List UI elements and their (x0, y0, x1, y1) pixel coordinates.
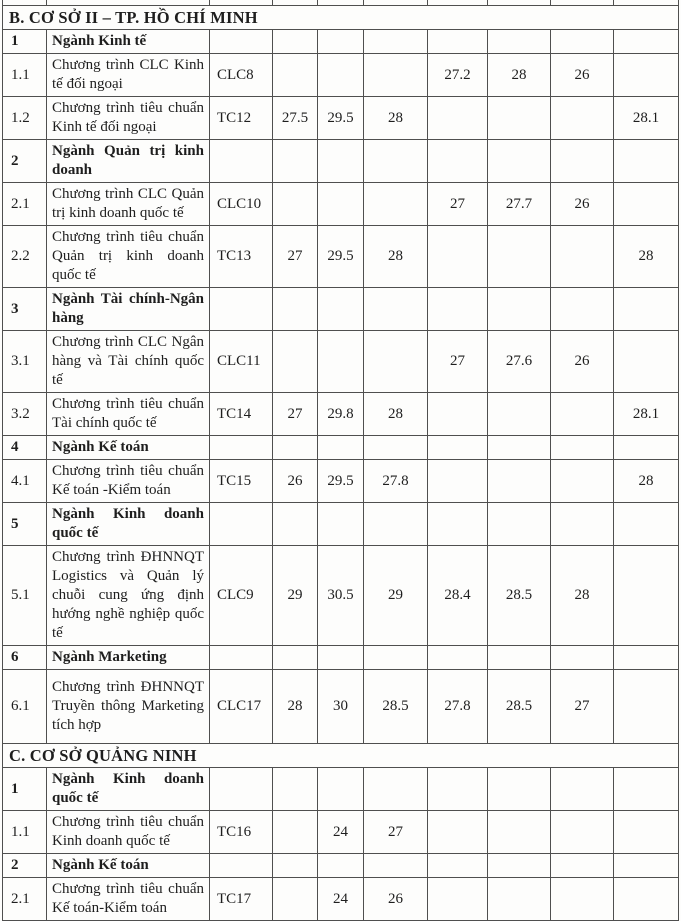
score-cell (428, 97, 488, 140)
program-code-cell: CLC10 (210, 183, 273, 226)
score-cell: 27.7 (488, 183, 551, 226)
score-cell (551, 436, 614, 460)
index-cell: 6.1 (3, 670, 47, 744)
index-cell: 1.2 (3, 97, 47, 140)
major-group-row (3, 768, 679, 811)
score-cell (428, 811, 488, 854)
score-cell (364, 331, 428, 393)
index-cell: 2 (3, 140, 47, 183)
score-cell: 28 (551, 546, 614, 646)
score-cell: 27 (273, 393, 318, 436)
program-row (3, 670, 679, 744)
score-cell (273, 646, 318, 670)
score-cell (614, 288, 679, 331)
score-cell (551, 140, 614, 183)
score-cell (551, 768, 614, 811)
index-cell: 3.1 (3, 331, 47, 393)
score-cell: 29.5 (318, 97, 364, 140)
score-cell: 26 (273, 460, 318, 503)
score-cell (318, 54, 364, 97)
program-code-cell: CLC17 (210, 670, 273, 744)
score-cell (428, 393, 488, 436)
score-cell (273, 854, 318, 878)
score-cell (614, 811, 679, 854)
score-cell (364, 140, 428, 183)
major-group-row (3, 646, 679, 670)
score-cell: 28.1 (614, 393, 679, 436)
score-cell (273, 30, 318, 54)
score-cell: 28 (364, 393, 428, 436)
program-code-cell (210, 854, 273, 878)
program-row (3, 811, 679, 854)
index-cell: 4 (3, 436, 47, 460)
program-code-cell (210, 436, 273, 460)
program-name-cell: Chương trình CLC Quản trị kinh doanh quốc tế (47, 183, 210, 226)
score-cell: 28 (364, 226, 428, 288)
score-cell: 28.5 (364, 670, 428, 744)
score-cell (488, 854, 551, 878)
score-cell: 27 (551, 670, 614, 744)
score-cell (273, 436, 318, 460)
score-cell (551, 811, 614, 854)
score-cell (428, 140, 488, 183)
score-cell (364, 436, 428, 460)
score-cell (364, 854, 428, 878)
score-cell: 29.5 (318, 226, 364, 288)
program-name-cell: Chương trình ĐHNNQT Truyền thông Marketing tích hợp (47, 670, 210, 744)
score-cell: 30 (318, 670, 364, 744)
score-cell (318, 30, 364, 54)
score-cell (273, 768, 318, 811)
score-cell: 30.5 (318, 546, 364, 646)
score-cell (318, 503, 364, 546)
admission-scores-table (2, 0, 679, 921)
score-cell (488, 503, 551, 546)
score-cell (428, 646, 488, 670)
program-name-cell: Chương trình tiêu chuẩn Kinh doanh quốc tế (47, 811, 210, 854)
score-cell (428, 503, 488, 546)
program-code-cell: TC17 (210, 878, 273, 921)
score-cell: 29 (364, 546, 428, 646)
program-code-cell: TC12 (210, 97, 273, 140)
score-cell (488, 768, 551, 811)
score-cell (273, 54, 318, 97)
program-code-cell (210, 768, 273, 811)
major-name-cell: Ngành Kinh tế (47, 30, 210, 54)
program-code-cell (210, 140, 273, 183)
program-name-cell: Chương trình CLC Ngân hàng và Tài chính quốc tế (47, 331, 210, 393)
score-cell: 27 (273, 226, 318, 288)
score-cell: 28 (273, 670, 318, 744)
program-row (3, 331, 679, 393)
score-cell: 26 (551, 54, 614, 97)
score-cell: 29 (273, 546, 318, 646)
major-name-cell: Ngành Marketing (47, 646, 210, 670)
score-cell (488, 30, 551, 54)
score-cell (428, 460, 488, 503)
score-cell (273, 331, 318, 393)
program-name-cell: Chương trình tiêu chuẩn Kinh tế đối ngoại (47, 97, 210, 140)
program-name-cell: Chương trình CLC Kinh tế đối ngoại (47, 54, 210, 97)
score-cell: 27.6 (488, 331, 551, 393)
index-cell: 5 (3, 503, 47, 546)
major-group-row (3, 854, 679, 878)
score-cell (488, 811, 551, 854)
score-cell (551, 503, 614, 546)
score-cell (488, 97, 551, 140)
score-cell: 24 (318, 811, 364, 854)
major-group-row (3, 140, 679, 183)
major-group-row (3, 30, 679, 54)
score-cell (318, 768, 364, 811)
score-cell (614, 30, 679, 54)
score-cell (428, 436, 488, 460)
score-cell (488, 288, 551, 331)
program-code-cell: CLC8 (210, 54, 273, 97)
score-cell (428, 878, 488, 921)
score-cell (614, 878, 679, 921)
score-cell (318, 854, 364, 878)
score-cell: 28.5 (488, 546, 551, 646)
score-cell (318, 288, 364, 331)
score-cell (364, 288, 428, 331)
score-cell (428, 30, 488, 54)
score-cell (273, 288, 318, 331)
major-name-cell: Ngành Kinh doanh quốc tế (47, 768, 210, 811)
score-cell (488, 226, 551, 288)
program-code-cell: TC15 (210, 460, 273, 503)
index-cell: 1 (3, 30, 47, 54)
score-cell (614, 854, 679, 878)
score-cell (318, 436, 364, 460)
score-cell: 29.5 (318, 460, 364, 503)
score-cell: 27 (364, 811, 428, 854)
score-cell (364, 646, 428, 670)
score-cell: 27.8 (364, 460, 428, 503)
score-cell (428, 226, 488, 288)
score-cell (488, 393, 551, 436)
index-cell: 3.2 (3, 393, 47, 436)
score-cell (488, 878, 551, 921)
score-cell (551, 878, 614, 921)
program-row (3, 97, 679, 140)
score-cell: 27.2 (428, 54, 488, 97)
score-cell (614, 646, 679, 670)
score-cell: 27.5 (273, 97, 318, 140)
program-row (3, 226, 679, 288)
index-cell: 2 (3, 854, 47, 878)
score-cell (318, 183, 364, 226)
score-cell: 28 (364, 97, 428, 140)
score-cell (488, 436, 551, 460)
score-cell (364, 768, 428, 811)
program-code-cell (210, 646, 273, 670)
score-cell (488, 646, 551, 670)
score-cell: 28 (488, 54, 551, 97)
major-group-row (3, 503, 679, 546)
score-cell: 29.8 (318, 393, 364, 436)
score-cell (551, 30, 614, 54)
score-cell (364, 183, 428, 226)
score-cell (318, 331, 364, 393)
score-cell: 28.5 (488, 670, 551, 744)
index-cell: 2.1 (3, 878, 47, 921)
score-cell: 28 (614, 226, 679, 288)
major-name-cell: Ngành Tài chính-Ngân hàng (47, 288, 210, 331)
section-header: B. CƠ SỞ II – TP. HỒ CHÍ MINH (3, 6, 679, 30)
major-name-cell: Ngành Kế toán (47, 854, 210, 878)
score-cell: 24 (318, 878, 364, 921)
score-cell (364, 30, 428, 54)
score-cell (318, 646, 364, 670)
index-cell: 3 (3, 288, 47, 331)
score-cell (273, 183, 318, 226)
score-cell (614, 436, 679, 460)
score-cell (614, 54, 679, 97)
index-cell: 1.1 (3, 811, 47, 854)
score-cell: 26 (364, 878, 428, 921)
score-cell (488, 140, 551, 183)
program-code-cell (210, 288, 273, 331)
score-cell (551, 646, 614, 670)
score-cell: 28.4 (428, 546, 488, 646)
program-row (3, 460, 679, 503)
major-group-row (3, 288, 679, 331)
program-name-cell: Chương trình tiêu chuẩn Kế toán-Kiểm toán (47, 878, 210, 921)
score-cell (614, 503, 679, 546)
score-cell: 28 (614, 460, 679, 503)
major-name-cell: Ngành Kinh doanh quốc tế (47, 503, 210, 546)
program-code-cell: TC16 (210, 811, 273, 854)
program-row (3, 393, 679, 436)
index-cell: 5.1 (3, 546, 47, 646)
score-cell (614, 183, 679, 226)
program-code-cell (210, 503, 273, 546)
index-cell: 2.1 (3, 183, 47, 226)
program-code-cell: CLC11 (210, 331, 273, 393)
score-cell (428, 854, 488, 878)
score-cell: 26 (551, 331, 614, 393)
score-cell (273, 140, 318, 183)
score-cell: 26 (551, 183, 614, 226)
score-cell: 27 (428, 331, 488, 393)
score-cell (318, 140, 364, 183)
major-name-cell: Ngành Kế toán (47, 436, 210, 460)
program-name-cell: Chương trình tiêu chuẩn Quản trị kinh doanh quốc tế (47, 226, 210, 288)
program-code-cell: TC13 (210, 226, 273, 288)
score-cell (551, 460, 614, 503)
program-name-cell: Chương trình ĐHNNQT Logistics và Quản lý chuỗi cung ứng định hướng nghề nghiệp quốc tế (47, 546, 210, 646)
table-body (3, 0, 679, 921)
program-name-cell: Chương trình tiêu chuẩn Kế toán -Kiểm toán (47, 460, 210, 503)
score-cell (614, 331, 679, 393)
program-row (3, 183, 679, 226)
program-row (3, 54, 679, 97)
score-cell (551, 288, 614, 331)
score-cell (273, 878, 318, 921)
index-cell: 4.1 (3, 460, 47, 503)
score-cell (428, 288, 488, 331)
score-cell (551, 393, 614, 436)
score-cell (551, 97, 614, 140)
score-cell (273, 503, 318, 546)
section-header-row (3, 744, 679, 768)
program-code-cell (210, 30, 273, 54)
score-cell: 27 (428, 183, 488, 226)
score-cell (551, 226, 614, 288)
score-cell: 27.8 (428, 670, 488, 744)
section-header: C. CƠ SỞ QUẢNG NINH (3, 744, 679, 768)
index-cell: 6 (3, 646, 47, 670)
program-row (3, 878, 679, 921)
score-cell (273, 811, 318, 854)
program-code-cell: CLC9 (210, 546, 273, 646)
score-cell (488, 460, 551, 503)
score-cell (614, 546, 679, 646)
section-header-row (3, 6, 679, 30)
score-cell (428, 768, 488, 811)
score-cell (364, 503, 428, 546)
score-cell (614, 768, 679, 811)
score-cell (551, 854, 614, 878)
score-cell (614, 140, 679, 183)
score-cell (614, 670, 679, 744)
index-cell: 1.1 (3, 54, 47, 97)
program-code-cell: TC14 (210, 393, 273, 436)
program-row (3, 546, 679, 646)
index-cell: 2.2 (3, 226, 47, 288)
major-group-row (3, 436, 679, 460)
major-name-cell: Ngành Quản trị kinh doanh (47, 140, 210, 183)
index-cell: 1 (3, 768, 47, 811)
score-cell (364, 54, 428, 97)
program-name-cell: Chương trình tiêu chuẩn Tài chính quốc tế (47, 393, 210, 436)
score-cell: 28.1 (614, 97, 679, 140)
